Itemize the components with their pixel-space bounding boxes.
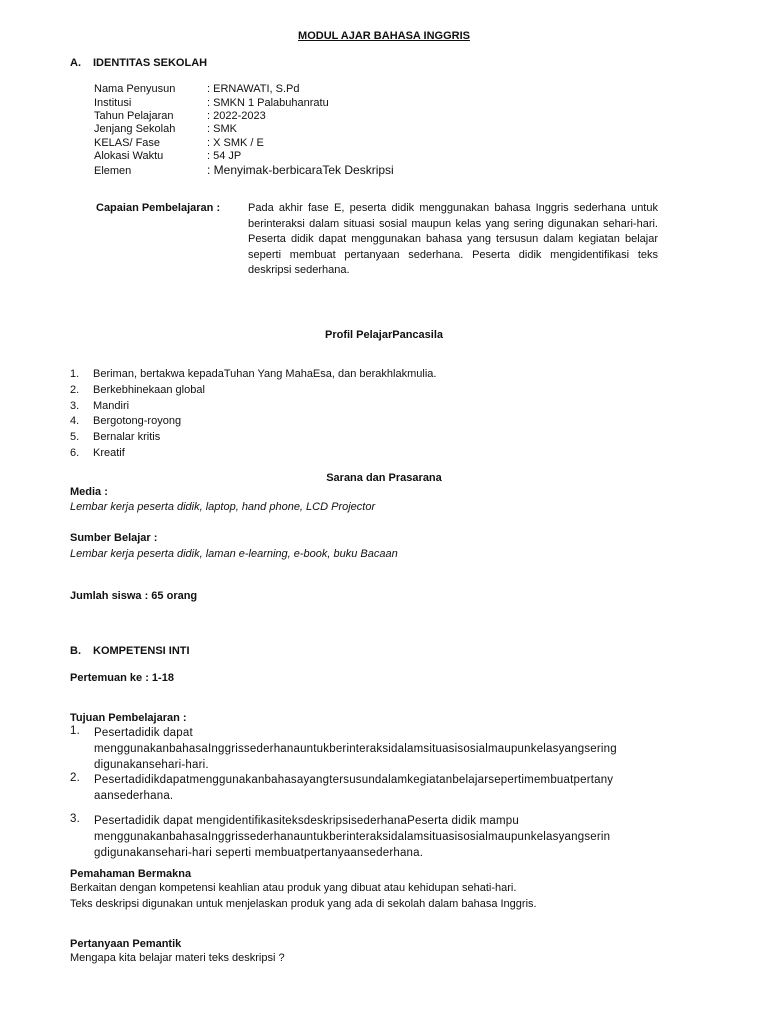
tujuan-number — [70, 772, 93, 784]
identitas-row-elemen — [94, 163, 394, 177]
sarana-heading: Sarana dan Prasarana — [326, 472, 442, 484]
list-number: 2. — [70, 772, 80, 784]
tujuan-line: Pesertadidikdapatmenggunakanbahasayangtersusundalamkegiatanbelajarsepertimembuatpertany — [94, 774, 614, 786]
field-label: Alokasi Waktu — [94, 150, 164, 162]
list-number: 6. — [70, 447, 80, 459]
identitas-row-kelas — [94, 137, 264, 149]
field-value: : SMKN 1 Palabuhanratu — [207, 97, 329, 109]
sumber-text: Lembar kerja peserta didik, laman e-learning, e-book, buku Bacaan — [70, 548, 398, 560]
section-b-number: B. — [70, 645, 81, 657]
tujuan-item-3 — [94, 813, 610, 861]
field-value: : X SMK / E — [207, 137, 264, 149]
list-number: 3. — [70, 813, 80, 825]
tujuan-label: Tujuan Pembelajaran : — [70, 712, 187, 724]
sumber-label: Sumber Belajar : — [70, 532, 158, 544]
identitas-row-tahun — [94, 110, 266, 122]
list-number: 5. — [70, 431, 80, 443]
list-number: 1. — [70, 368, 80, 380]
tujuan-line: Pesertadidik dapat — [94, 727, 193, 739]
pertanyaan-line-1: Mengapa kita belajar materi teks deskripsi ? — [70, 952, 285, 964]
section-a-title: IDENTITAS SEKOLAH — [93, 57, 208, 69]
identitas-row-alokasi — [94, 150, 241, 162]
tujuan-number — [70, 725, 93, 737]
field-value: : Menyimak-berbicaraTek Deskripsi — [207, 163, 394, 177]
profil-heading: Profil PelajarPancasila — [324, 329, 443, 341]
tujuan-line: menggunakanbahasaInggrissederhanauntukberinteraksidalamsituasisosialmaupunkelasyangserin — [94, 831, 611, 843]
list-text: Kreatif — [93, 447, 125, 459]
tujuan-item-2 — [94, 772, 613, 804]
pemahaman-label: Pemahaman Bermakna — [70, 868, 192, 880]
field-label: KELAS/ Fase — [94, 137, 161, 149]
field-label: Institusi — [94, 97, 132, 109]
media-text: Lembar kerja peserta didik, laptop, hand phone, LCD Projector — [70, 501, 376, 513]
field-value: : 2022-2023 — [207, 110, 266, 122]
capaian-label: Capaian Pembelajaran : — [96, 202, 221, 214]
section-a-heading — [70, 57, 207, 69]
pemahaman-line-1: Berkaitan dengan kompetensi keahlian atau produk yang dibuat atau kehidupan sehati-hari. — [70, 882, 517, 894]
list-text: Bernalar kritis — [93, 431, 161, 443]
capaian-text: Pada akhir fase E, peserta didik menggunakan bahasa Inggris sederhana untuk berinteraksi dalam situasi sosial maupun kelas yang sering digunakan sehari-hari. Peserta didik dapat menggunakan bahasa yang tersusun dalam kegiatan belajar seperti membuat pertanyaan sederhana. Peserta didik mengidentifikasi teks deskripsi sederhana. — [248, 202, 658, 276]
identitas-row-institusi — [94, 97, 329, 109]
tujuan-line: menggunakanbahasaInggrissederhanauntukberinteraksidalamsituasisosialmaupunkelasyangsering — [94, 743, 617, 755]
list-item — [70, 431, 160, 443]
list-number: 3. — [70, 400, 80, 412]
list-item — [70, 447, 125, 459]
pertanyaan-label: Pertanyaan Pemantik — [70, 938, 182, 950]
document-title: MODUL AJAR BAHASA INGGRIS — [298, 30, 470, 42]
field-value: : ERNAWATI, S.Pd — [207, 83, 300, 95]
field-value: : SMK — [207, 123, 237, 135]
field-label: Nama Penyusun — [94, 83, 176, 95]
jumlah-siswa: Jumlah siswa : 65 orang — [70, 590, 198, 602]
list-number: 1. — [70, 725, 80, 737]
list-text: Berkebhinekaan global — [93, 384, 205, 396]
field-value: : 54 JP — [207, 150, 242, 162]
list-item — [70, 415, 181, 427]
section-a-number: A. — [70, 57, 81, 69]
list-number: 4. — [70, 415, 80, 427]
tujuan-line: digunakansehari-hari. — [94, 759, 209, 771]
tujuan-line: aansederhana. — [94, 790, 174, 802]
identitas-row-jenjang — [94, 123, 237, 135]
list-text: Bergotong-royong — [93, 415, 182, 427]
tujuan-number — [70, 813, 93, 825]
field-label: Jenjang Sekolah — [94, 123, 176, 135]
list-item — [70, 400, 129, 412]
tujuan-item-1 — [94, 725, 617, 773]
pertemuan: Pertemuan ke : 1-18 — [70, 672, 174, 684]
list-item — [70, 368, 436, 380]
tujuan-line: gdigunakansehari-hari seperti membuatpertanyaansederhana. — [94, 847, 424, 859]
tujuan-line: Pesertadidik dapat mengidentifikasiteksdeskripsisederhanaPeserta didik mampu — [94, 815, 519, 827]
identitas-row-nama — [94, 83, 300, 95]
list-item — [70, 384, 205, 396]
field-label: Elemen — [94, 165, 132, 177]
list-text: Beriman, bertakwa kepadaTuhan Yang MahaEsa, dan berakhlakmulia. — [93, 368, 437, 380]
section-b-title: KOMPETENSI INTI — [93, 645, 190, 657]
field-label: Tahun Pelajaran — [94, 110, 174, 122]
pemahaman-line-2: Teks deskripsi digunakan untuk menjelaskan produk yang ada di sekolah dalam bahasa Inggris. — [70, 898, 537, 910]
list-text: Mandiri — [93, 400, 130, 412]
list-number: 2. — [70, 384, 80, 396]
section-b-heading — [70, 645, 190, 657]
media-label: Media : — [70, 486, 108, 498]
